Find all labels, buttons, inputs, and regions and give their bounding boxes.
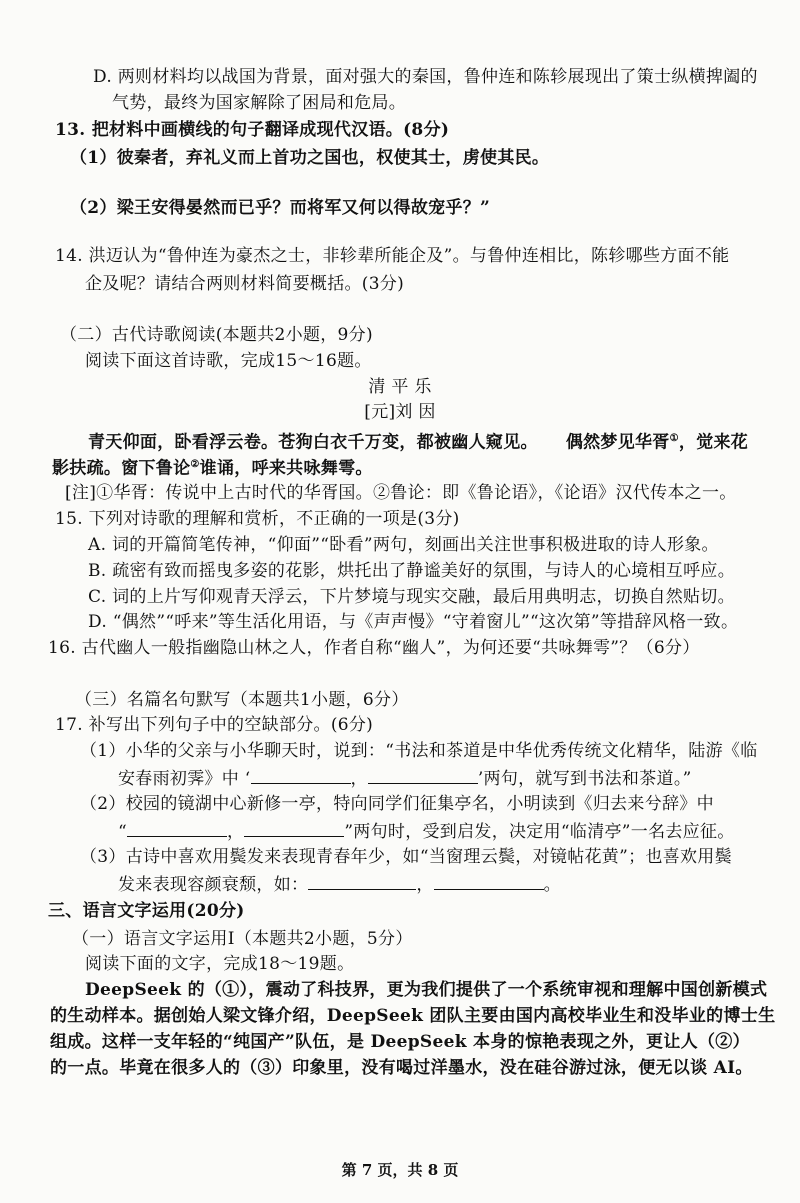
q17-part2-prefix: “	[118, 822, 127, 842]
poem-line-2-b: 谁诵，呼来共咏舞雩。	[199, 458, 373, 479]
poem-annotation: [注]①华胥：传说中上古时代的华胥国。②鲁论：即《鲁论语》，《论语》汉代传本之一。	[65, 483, 737, 503]
q17-part2-line2	[118, 818, 735, 844]
q17-part3-comma: ，	[416, 875, 434, 895]
q17-part3-line2	[118, 871, 561, 897]
q13-sentence-2: （2）梁王安得晏然而已乎？而将军又何以得故宠乎？”	[70, 198, 491, 218]
passage-line-2: 的生动样本。据创始人梁文锋介绍，DeepSeek 团队主要由国内高校毕业生和没毕业的博士生	[50, 1006, 776, 1026]
part3-header: 三、语言文字运用(20分)	[48, 901, 245, 921]
q12-option-d-line1: D. 两则材料均以战国为背景，面对强大的秦国，鲁仲连和陈轸展现出了策士纵横捭阖的	[93, 67, 758, 87]
q17-part1-line2	[118, 765, 692, 791]
q17-part1-blank-2[interactable]	[368, 765, 478, 784]
q17-part2-blank-1[interactable]	[127, 818, 227, 837]
q15-option-a: A. 词的开篇简笔传神，“仰面”“卧看”两句，刻画出关注世事积极进取的诗人形象。	[88, 535, 719, 555]
poem-title: 清 平 乐	[368, 377, 432, 397]
q15-option-b: B. 疏密有致而摇曳多姿的花影，烘托出了静谧美好的氛围，与诗人的心境相互呼应。	[88, 561, 735, 581]
q17-part1-comma: ，	[350, 769, 368, 789]
poem-line-1-b: 偶然梦见华胥	[565, 432, 670, 453]
q17-part2-line1: （2）校园的镜湖中心新修一亭，特向同学们征集亭名，小明读到《归去来兮辞》中	[80, 794, 714, 814]
q17-part1-prefix: 安春雨初霁》中 ‘	[118, 769, 251, 789]
q15-option-c: C. 词的上片写仰观青天浮云，下片梦境与现实交融，最后用典明志，切换自然贴切。	[88, 587, 735, 607]
q15-option-d: D. “偶然”“呼来”等生活化用语，与《声声慢》“守着窗儿”“这次第”等措辞风格一致。	[88, 612, 739, 632]
passage-line-3: 组成。这样一支年轻的“纯国产”队伍，是 DeepSeek 本身的惊艳表现之外，更让人（②）	[50, 1032, 750, 1052]
q17-part3-line1: （3）古诗中喜欢用鬓发来表现青春年少，如“当窗理云鬓，对镜帖花黄”；也喜欢用鬓	[80, 847, 732, 867]
part3-subheader: （一）语言文字运用Ⅰ（本题共2小题，5分）	[72, 929, 413, 949]
poem-line-1-c: ，觉来花	[678, 432, 749, 453]
q15-stem: 15. 下列对诗歌的理解和赏析，不正确的一项是(3分)	[55, 509, 460, 529]
q17-part1-blank-1[interactable]	[251, 765, 351, 784]
q16-stem: 16. 古代幽人一般指幽隐山林之人，作者自称“幽人”，为何还要“共咏舞雩”？（6分）	[48, 638, 700, 658]
section2-header: （二）古代诗歌阅读(本题共2小题，9分)	[60, 325, 373, 345]
poem-line-1-text: 青天仰面，卧看浮云卷。苍狗白衣千万变，都被幽人窥见。	[88, 432, 538, 453]
q17-part3-period: 。	[543, 875, 561, 895]
section3-header: （三）名篇名句默写（本题共1小题，6分）	[75, 690, 409, 710]
q17-part2-suffix: ”两句时，受到启发，决定用“临清亭”一名去应征。	[344, 822, 735, 842]
q17-part3-prefix: 发来表现容颜衰颓，如：	[118, 875, 309, 895]
q17-part1-line1: （1）小华的父亲与小华聊天时，说到：“书法和茶道是中华优秀传统文化精华，陆游《临	[80, 741, 758, 761]
q17-part3-blank-2[interactable]	[434, 871, 544, 890]
poem-line-2-a: 影扶疏。窗下鲁论	[52, 458, 191, 479]
q12-option-d-line2: 气势，最终为国家解除了困局和危局。	[112, 93, 407, 113]
q13-sentence-1: （1）彼秦者，弃礼义而上首功之国也，权使其士，虏使其民。	[70, 148, 550, 168]
q17-part2-blank-2[interactable]	[244, 818, 344, 837]
part3-instruction: 阅读下面的文字，完成18～19题。	[85, 954, 355, 974]
q17-part3-blank-1[interactable]	[308, 871, 416, 890]
q17-part2-comma: ，	[227, 822, 245, 842]
poem-line-1	[88, 427, 748, 455]
q17-stem: 17. 补写出下列句子中的空缺部分。(6分)	[55, 715, 374, 735]
poem-line-2	[52, 453, 373, 481]
page-footer: 第 7 页，共 8 页	[341, 1161, 459, 1179]
passage-line-1: DeepSeek 的（①），震动了科技界，更为我们提供了一个系统审视和理解中国创新模式	[85, 980, 768, 1000]
poem-author: [元]刘 因	[364, 402, 436, 422]
q17-part1-suffix: ’两句，就写到书法和茶道。”	[477, 769, 692, 789]
q14-line2: 企及呢？请结合两则材料简要概括。(3分)	[85, 274, 405, 294]
q13-stem: 13. 把材料中画横线的句子翻译成现代汉语。(8分)	[55, 120, 450, 140]
footnote-mark-1: ①	[669, 433, 679, 444]
footnote-mark-2: ②	[190, 459, 200, 470]
passage-line-4: 的一点。毕竟在很多人的（③）印象里，没有喝过洋墨水，没在硅谷游过泳，便无以谈 AI。	[50, 1058, 753, 1078]
q14-line1: 14. 洪迈认为“鲁仲连为豪杰之士，非轸辈所能企及”。与鲁仲连相比，陈轸哪些方面不能	[55, 246, 730, 266]
section2-instruction: 阅读下面这首诗歌，完成15～16题。	[85, 351, 372, 371]
